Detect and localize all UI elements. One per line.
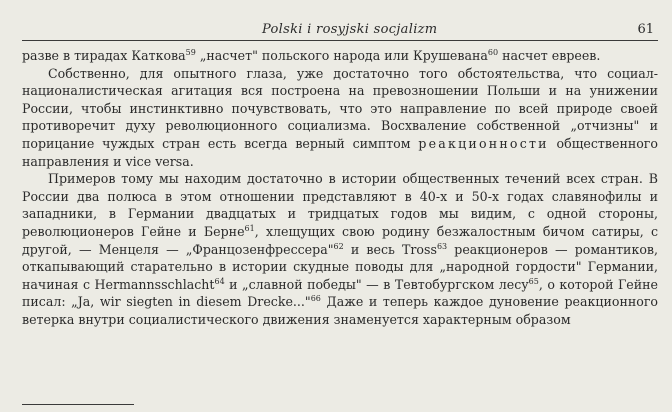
footnote-ref: 66 (310, 294, 321, 304)
footnote-ref: 62 (333, 241, 344, 251)
text-run: общественного направления и vice versa. (22, 135, 658, 169)
text-run: „насчет" польского народа или Крушевана (195, 48, 488, 63)
text-run: разве в тирадах Каткова (22, 48, 186, 63)
footnote-ref: 63 (436, 241, 448, 251)
text-run: Примеров тому мы находим достаточно в истории общественных течений всех стран. В России два полюса в этом отношении представляют в 40-х и 50-х годах славянофилы и западники, в Германии двадцатых и тридцатых годов мы видим, с одной стороны, революционеров Гейне и Берне (22, 171, 658, 239)
text-run: и „славной победы" — в Тевтобургском лесу (224, 276, 529, 292)
footnote-ref: 61 (244, 223, 255, 233)
text-run: Даже и теперь каждое дуновение реакционного ветерка внутри социалистического движения знаменуется характерным образом (22, 294, 658, 327)
footnote-ref: 60 (487, 47, 499, 57)
footnote-ref: 65 (528, 276, 539, 286)
paragraph (22, 47, 658, 65)
footnote-rule (22, 404, 134, 405)
text-run: реакционеров — романтиков, откапывающий старательно в истории скудные поводы для „народной гордости" Германии, начиная с Hermannsschlacht (22, 241, 658, 292)
body-text (22, 47, 658, 329)
text-run: Собственно, для опытного глаза, уже достаточно того обстоятельства, что социал-националистическая агитация вся построена на превозношении Польши и на унижении России, чтобы инстинктивно почувствовать, что это направление по всей природе своей противоречит духу революционного социализма. Восхваление собственной „отчизны" и порицание чуждых стран есть всегда верный симптом (22, 65, 658, 151)
text-run: , о которой Гейне писал: „Ja, wir siegten in diesem Drecke..." (22, 276, 658, 310)
emphasized-word: реакционности (418, 135, 549, 151)
text-run: насчет евреев. (498, 48, 601, 63)
running-header (22, 22, 658, 41)
paragraph (22, 65, 658, 171)
running-title: Polski i rosyjski socjalizm (262, 22, 438, 37)
footnote-ref: 64 (214, 276, 225, 286)
footnote-ref: 59 (185, 47, 196, 57)
text-run: , хлещущих свою родину безжалостным бичом сатиры, с другой, — Менцеля — „Францозенфрессера" (22, 223, 659, 257)
text-run: и весь Tross (343, 241, 437, 257)
paragraph (22, 170, 658, 328)
page-number: 61 (637, 22, 654, 37)
